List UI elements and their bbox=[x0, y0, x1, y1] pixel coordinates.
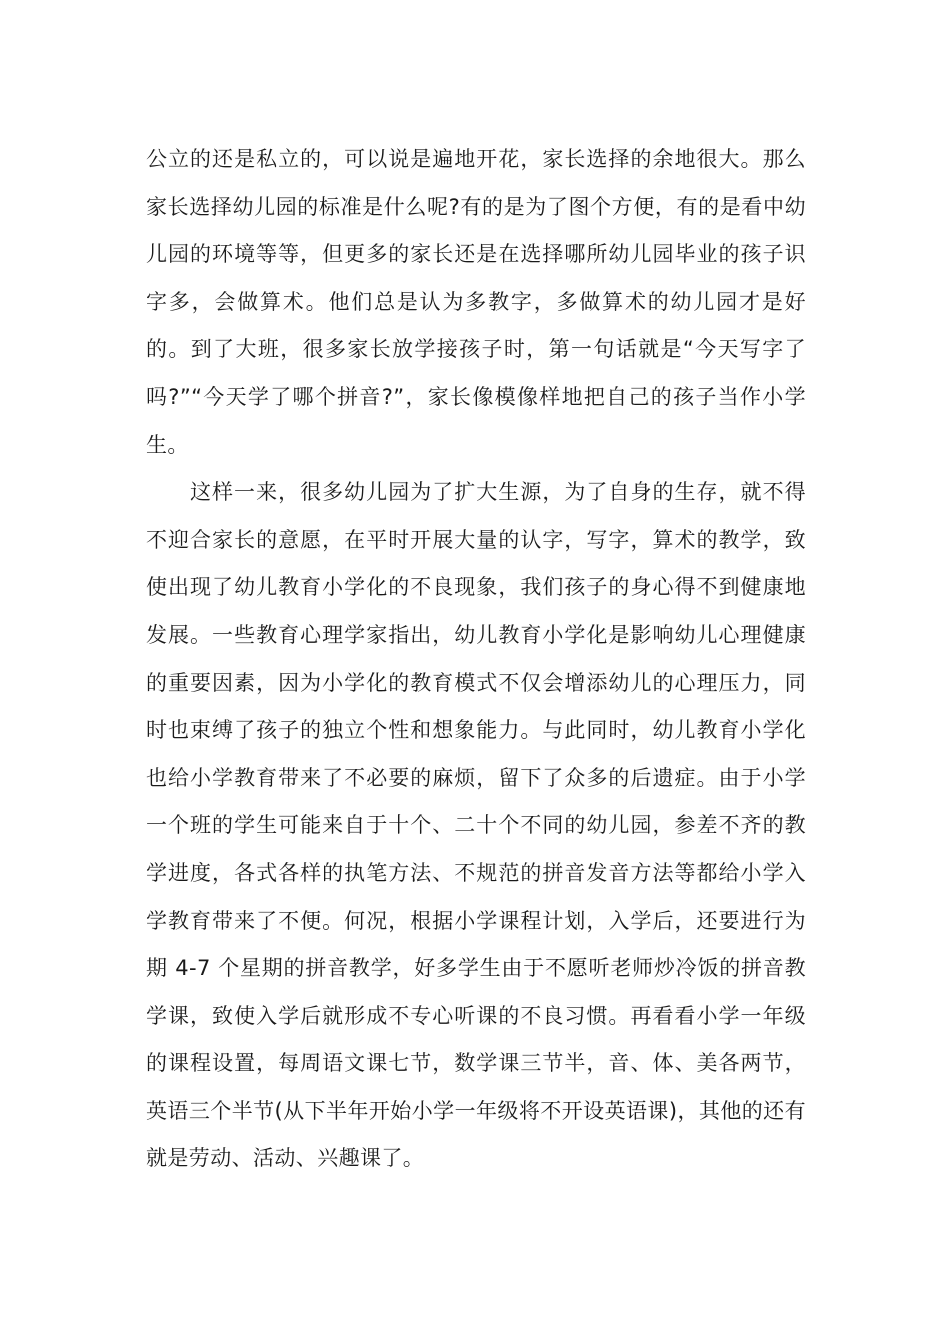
paragraph-2: 这样一来，很多幼儿园为了扩大生源，为了自身的生存，就不得不迎合家长的意愿，在平时开展大量的认字，写字，算术的教学，致使出现了幼儿教育小学化的不良现象，我们孩子的身心得不到健康地发展。一些教育心理学家指出，幼儿教育小学化是影响幼儿心理健康的重要因素，因为小学化的教育模式不仅会增添幼儿的心理压力，同时也束缚了孩子的独立个性和想象能力。与此同时，幼儿教育小学化也给小学教育带来了不必要的麻烦，留下了众多的后遗症。由于小学一个班的学生可能来自于十个、二十个不同的幼儿园，参差不齐的教学进度，各式各样的执笔方法、不规范的拼音发音方法等都给小学入学教育带来了不便。何况，根据小学课程计划，入学后，还要进行为期 4-7 个星期的拼音教学，好多学生由于不愿听老师炒冷饭的拼音教学课，致使入学后就形成不专心听课的不良习惯。再看看小学一年级的课程设置，每周语文课七节，数学课三节半，音、体、美各两节，英语三个半节(从下半年开始小学一年级将不开设英语课)，其他的还有就是劳动、活动、兴趣课了。 bbox=[146, 480, 806, 1171]
document-body bbox=[146, 136, 806, 1183]
paragraph-1: 公立的还是私立的，可以说是遍地开花，家长选择的余地很大。那么家长选择幼儿园的标准是什么呢?有的是为了图个方便，有的是看中幼儿园的环境等等，但更多的家长还是在选择哪所幼儿园毕业的孩子识字多，会做算术。他们总是认为多教字，多做算术的幼儿园才是好的。到了大班，很多家长放学接孩子时，第一句话就是“今天写字了吗?”“今天学了哪个拼音?”，家长像模像样地把自己的孩子当作小学生。 bbox=[146, 147, 806, 457]
